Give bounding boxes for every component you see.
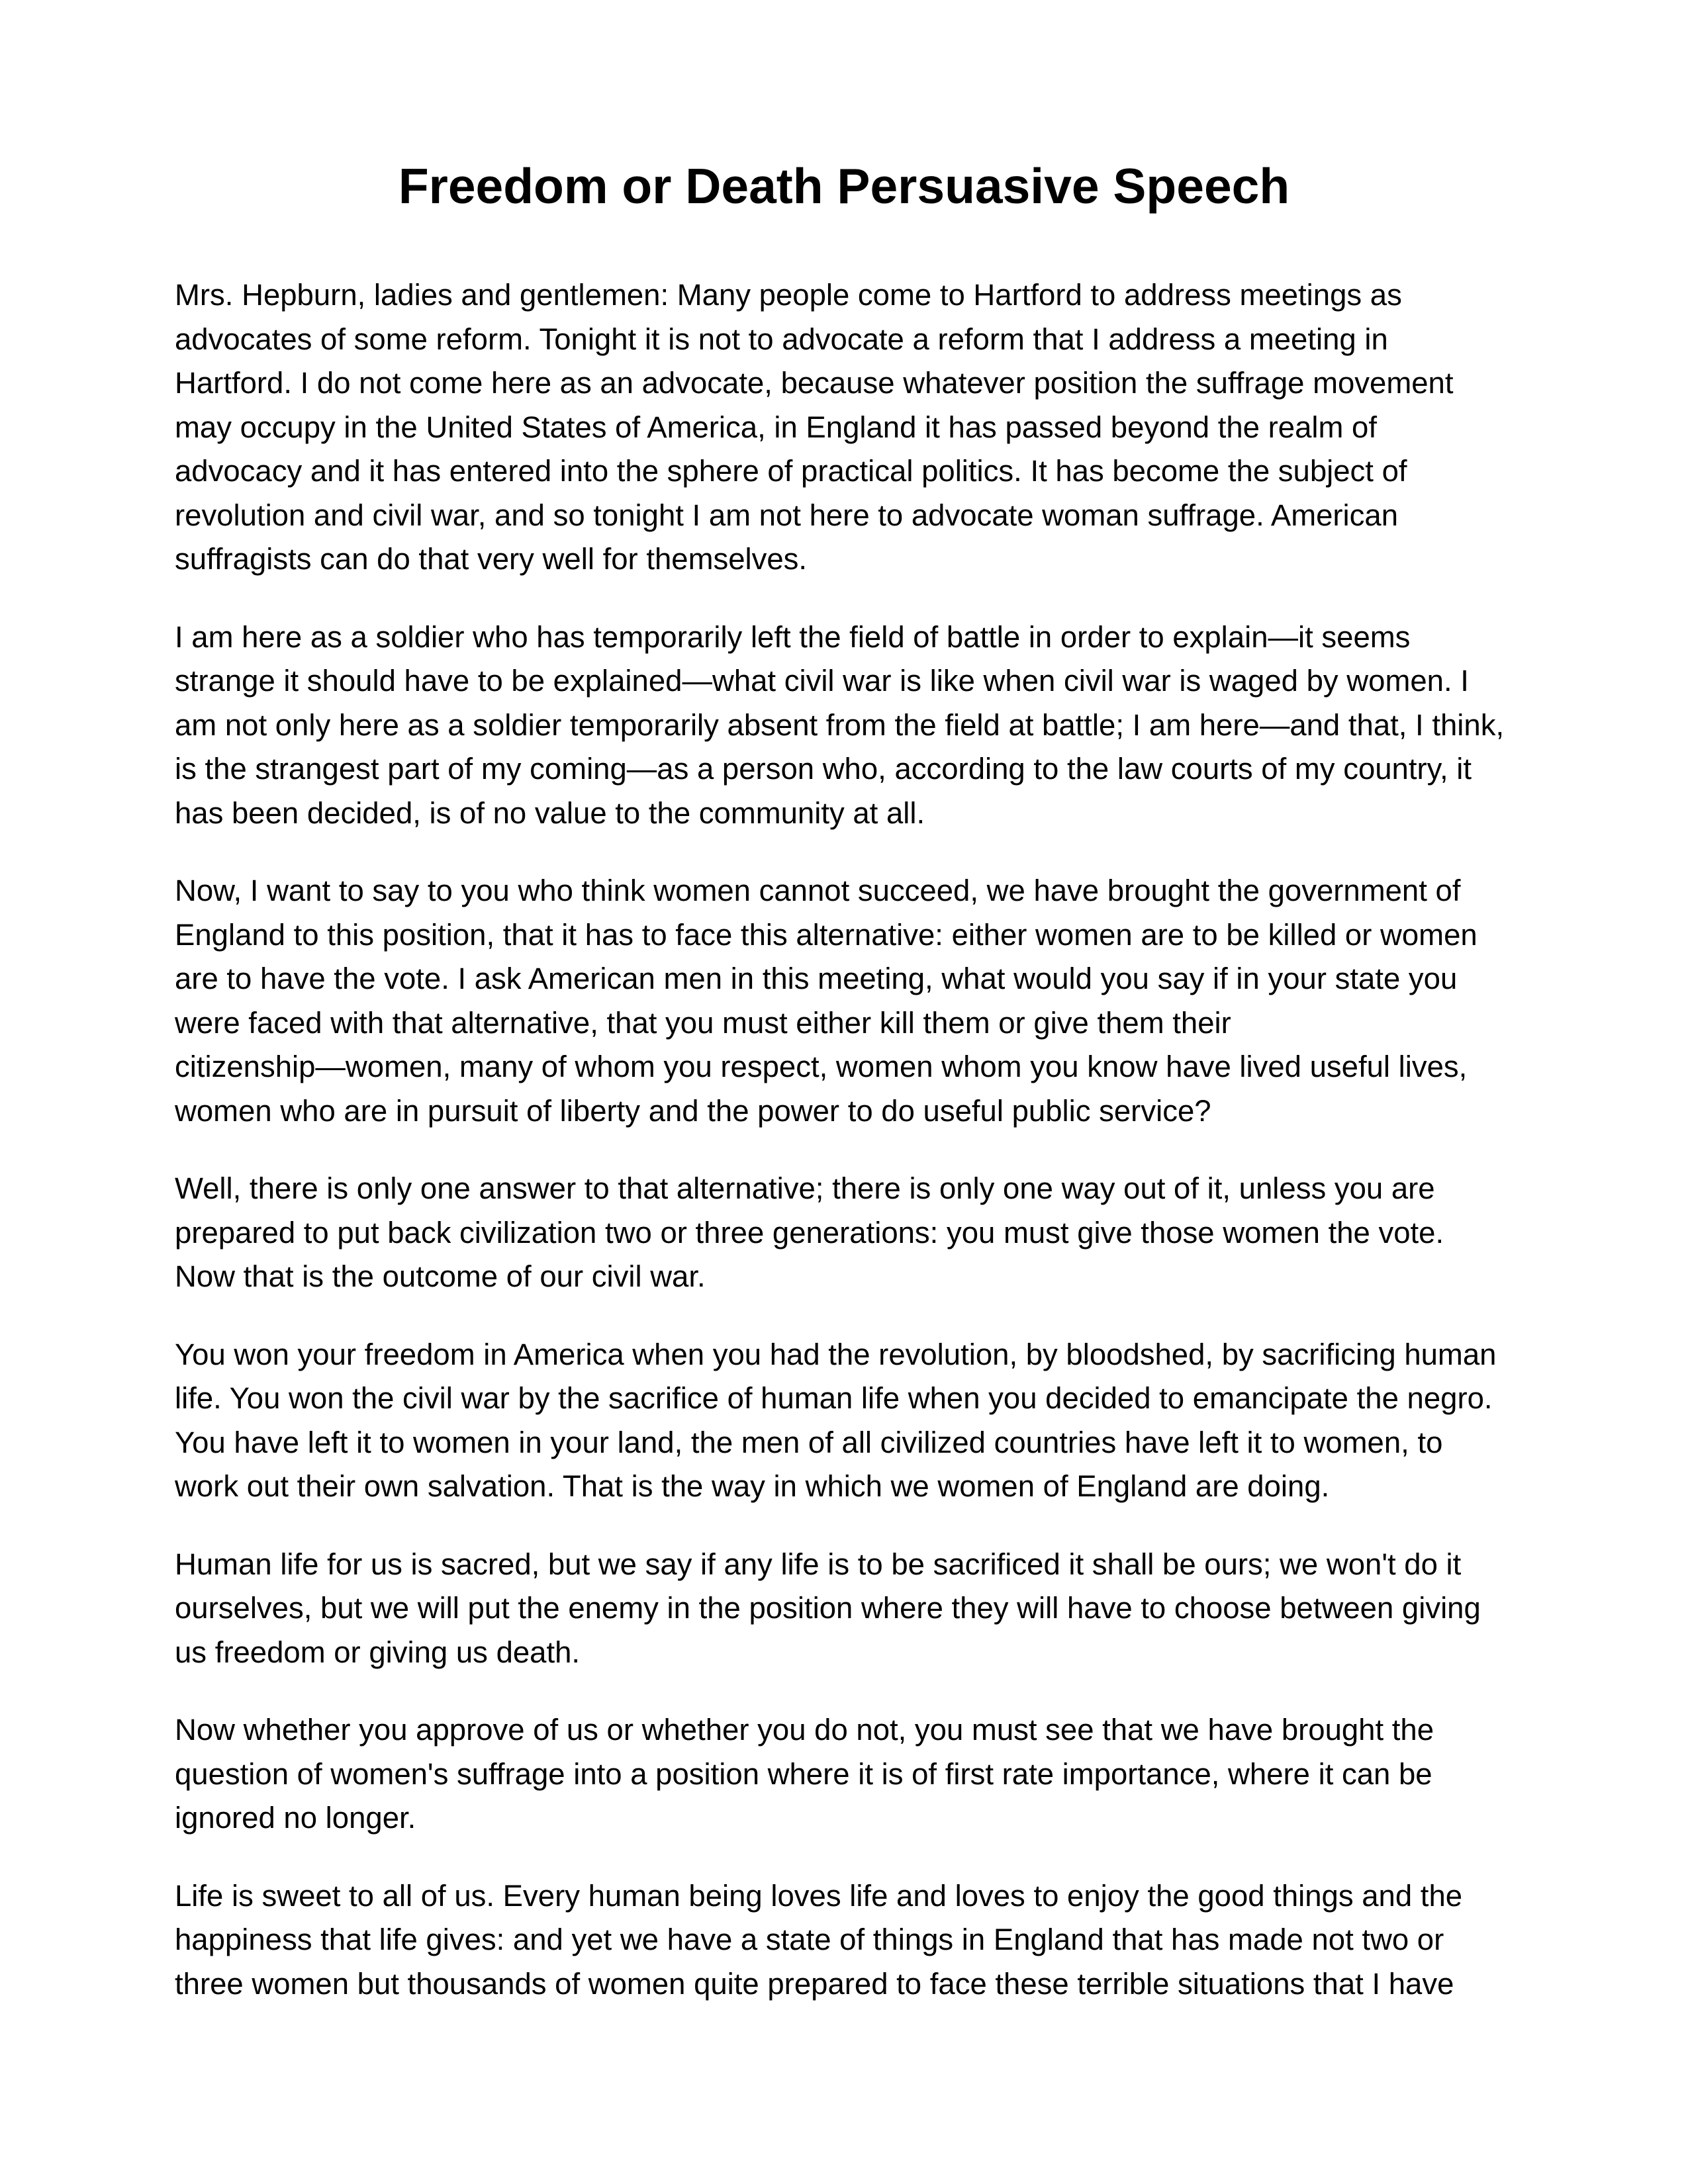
paragraph-2 [175, 615, 1532, 836]
document-body [175, 273, 1532, 2040]
text-line: advocates of some reform. Tonight it is not to advocate a reform that I address a meeting in [175, 322, 1388, 356]
text-line: Hartford. I do not come here as an advocate, because whatever position the suffrage movement [175, 366, 1454, 400]
text-line: revolution and civil war, and so tonight I am not here to advocate woman suffrage. American [175, 498, 1399, 532]
text-line: three women but thousands of women quite prepared to face these terrible situations that I have [175, 1966, 1454, 2001]
paragraph-1 [175, 273, 1532, 582]
text-line: am not only here as a soldier temporarily absent from the field at battle; I am here—and that, I think, [175, 707, 1505, 742]
text-line: I am here as a soldier who has temporarily left the field of battle in order to explain—it seems [175, 619, 1411, 654]
paragraph-8 [175, 1874, 1532, 2007]
text-line: work out their own salvation. That is the way in which we women of England are doing. [175, 1469, 1330, 1503]
paragraph-7 [175, 1708, 1532, 1841]
text-line: suffragists can do that very well for themselves. [175, 542, 808, 576]
text-line: Now, I want to say to you who think women cannot succeed, we have brought the government of [175, 874, 1461, 907]
text-line: Now that is the outcome of our civil war. [175, 1259, 706, 1293]
paragraph-3 [175, 869, 1532, 1133]
text-line: were faced with that alternative, that you must either kill them or give them their [175, 1005, 1231, 1040]
text-line: advocacy and it has entered into the sphere of practical politics. It has become the subject of [175, 454, 1407, 488]
paragraph-6 [175, 1543, 1532, 1675]
text-line: Human life for us is sacred, but we say if any life is to be sacrificed it shall be ours; we won't do it [175, 1547, 1462, 1581]
paragraph-5 [175, 1333, 1532, 1509]
text-line: are to have the vote. I ask American men in this meeting, what would you say if in your state you [175, 962, 1458, 995]
text-line: Life is sweet to all of us. Every human being loves life and loves to enjoy the good things and the [175, 1878, 1463, 1913]
text-line: You have left it to women in your land, the men of all civilized countries have left it to women, to [175, 1425, 1443, 1459]
text-line: question of women's suffrage into a position where it is of first rate importance, where it can be [175, 1756, 1432, 1791]
text-line: may occupy in the United States of America, in England it has passed beyond the realm of [175, 410, 1377, 444]
text-line: citizenship—women, many of whom you respect, women whom you know have lived useful lives, [175, 1050, 1468, 1083]
text-line: ourselves, but we will put the enemy in the position where they will have to choose between giving [175, 1591, 1481, 1625]
text-line: is the strangest part of my coming—as a person who, according to the law courts of my country, it [175, 752, 1472, 786]
text-line: happiness that life gives: and yet we have a state of things in England that has made not two or [175, 1923, 1444, 1956]
text-line: Well, there is only one answer to that alternative; there is only one way out of it, unless you are [175, 1171, 1435, 1205]
text-line: women who are in pursuit of liberty and the power to do useful public service? [175, 1093, 1211, 1128]
text-line: Now whether you approve of us or whether you do not, you must see that we have brought the [175, 1713, 1434, 1747]
text-line: You won your freedom in America when you had the revolution, by bloodshed, by sacrificing human [175, 1337, 1497, 1371]
paragraph-4 [175, 1167, 1532, 1299]
text-line: ignored no longer. [175, 1801, 416, 1835]
text-line: strange it should have to be explained—what civil war is like when civil war is waged by women. I [175, 664, 1469, 698]
text-line: has been decided, is of no value to the community at all. [175, 796, 925, 830]
document-title: Freedom or Death Persuasive Speech [398, 158, 1290, 214]
text-line: life. You won the civil war by the sacrifice of human life when you decided to emancipate the negro. [175, 1381, 1493, 1415]
text-line: prepared to put back civilization two or three generations: you must give those women the vote. [175, 1215, 1444, 1250]
text-line: England to this position, that it has to face this alternative: either women are to be killed or women [175, 917, 1477, 952]
text-line: us freedom or giving us death. [175, 1635, 581, 1669]
text-line: Mrs. Hepburn, ladies and gentlemen: Many people come to Hartford to address meetings as [175, 278, 1402, 312]
